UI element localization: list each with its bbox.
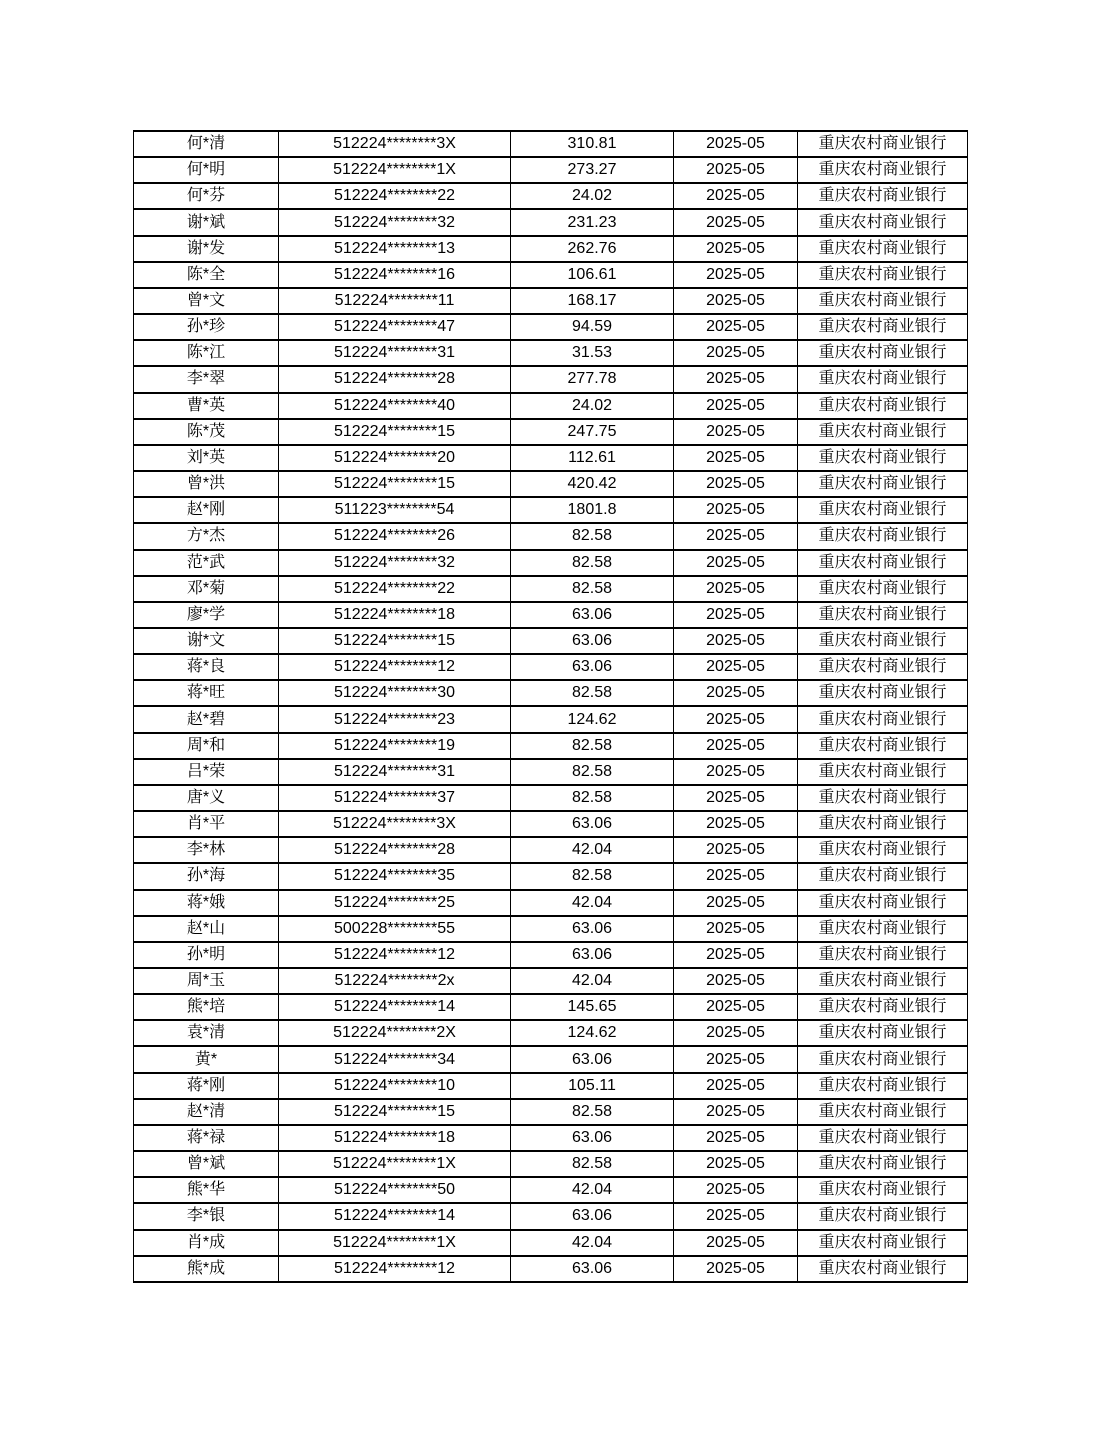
cell-month: 2025-05 xyxy=(674,393,798,419)
cell-masked-name: 廖*学 xyxy=(134,602,279,628)
cell-masked-name: 何*芬 xyxy=(134,183,279,209)
cell-amount: 24.02 xyxy=(511,393,674,419)
table-row xyxy=(134,916,968,942)
cell-masked-id-number: 512224********18 xyxy=(279,602,511,628)
table-row xyxy=(134,759,968,785)
table-row xyxy=(134,1230,968,1256)
table-row xyxy=(134,733,968,759)
cell-masked-name: 唐*义 xyxy=(134,785,279,811)
cell-amount: 42.04 xyxy=(511,1230,674,1256)
cell-bank-name: 重庆农村商业银行 xyxy=(798,785,968,811)
table-row xyxy=(134,236,968,262)
cell-amount: 124.62 xyxy=(511,706,674,732)
cell-month: 2025-05 xyxy=(674,131,798,157)
cell-masked-id-number: 512224********12 xyxy=(279,654,511,680)
cell-bank-name: 重庆农村商业银行 xyxy=(798,183,968,209)
cell-month: 2025-05 xyxy=(674,523,798,549)
cell-masked-name: 范*武 xyxy=(134,550,279,576)
cell-masked-name: 李*翠 xyxy=(134,366,279,392)
cell-masked-id-number: 512224********25 xyxy=(279,890,511,916)
cell-bank-name: 重庆农村商业银行 xyxy=(798,994,968,1020)
cell-month: 2025-05 xyxy=(674,1099,798,1125)
cell-bank-name: 重庆农村商业银行 xyxy=(798,1177,968,1203)
cell-month: 2025-05 xyxy=(674,1230,798,1256)
cell-masked-id-number: 511223********54 xyxy=(279,497,511,523)
cell-amount: 82.58 xyxy=(511,680,674,706)
cell-masked-id-number: 512224********31 xyxy=(279,759,511,785)
cell-bank-name: 重庆农村商业银行 xyxy=(798,759,968,785)
cell-masked-name: 蒋*良 xyxy=(134,654,279,680)
table-row xyxy=(134,262,968,288)
table-row xyxy=(134,1046,968,1072)
cell-month: 2025-05 xyxy=(674,1256,798,1282)
cell-bank-name: 重庆农村商业银行 xyxy=(798,262,968,288)
table-row xyxy=(134,288,968,314)
cell-bank-name: 重庆农村商业银行 xyxy=(798,393,968,419)
cell-bank-name: 重庆农村商业银行 xyxy=(798,1020,968,1046)
cell-masked-id-number: 512224********31 xyxy=(279,340,511,366)
cell-month: 2025-05 xyxy=(674,628,798,654)
cell-amount: 63.06 xyxy=(511,811,674,837)
table-row xyxy=(134,576,968,602)
cell-masked-name: 陈*江 xyxy=(134,340,279,366)
cell-masked-id-number: 512224********40 xyxy=(279,393,511,419)
cell-month: 2025-05 xyxy=(674,550,798,576)
cell-masked-id-number: 512224********26 xyxy=(279,523,511,549)
cell-amount: 82.58 xyxy=(511,733,674,759)
table-body xyxy=(134,131,968,1282)
cell-bank-name: 重庆农村商业银行 xyxy=(798,1046,968,1072)
cell-masked-name: 陈*茂 xyxy=(134,419,279,445)
cell-amount: 42.04 xyxy=(511,890,674,916)
cell-masked-id-number: 512224********35 xyxy=(279,863,511,889)
cell-month: 2025-05 xyxy=(674,916,798,942)
cell-masked-name: 方*杰 xyxy=(134,523,279,549)
cell-masked-name: 肖*成 xyxy=(134,1230,279,1256)
cell-bank-name: 重庆农村商业银行 xyxy=(798,1073,968,1099)
cell-bank-name: 重庆农村商业银行 xyxy=(798,157,968,183)
table-row xyxy=(134,1125,968,1151)
cell-amount: 24.02 xyxy=(511,183,674,209)
cell-month: 2025-05 xyxy=(674,785,798,811)
cell-amount: 82.58 xyxy=(511,576,674,602)
cell-masked-id-number: 512224********30 xyxy=(279,680,511,706)
table-row xyxy=(134,183,968,209)
cell-amount: 273.27 xyxy=(511,157,674,183)
cell-bank-name: 重庆农村商业银行 xyxy=(798,916,968,942)
cell-month: 2025-05 xyxy=(674,471,798,497)
cell-bank-name: 重庆农村商业银行 xyxy=(798,890,968,916)
cell-amount: 112.61 xyxy=(511,445,674,471)
table-row xyxy=(134,811,968,837)
cell-masked-name: 刘*英 xyxy=(134,445,279,471)
cell-bank-name: 重庆农村商业银行 xyxy=(798,288,968,314)
table-row xyxy=(134,550,968,576)
cell-masked-name: 蒋*刚 xyxy=(134,1073,279,1099)
table-row xyxy=(134,314,968,340)
table-row xyxy=(134,419,968,445)
cell-bank-name: 重庆农村商业银行 xyxy=(798,209,968,235)
cell-masked-name: 黄* xyxy=(134,1046,279,1072)
cell-amount: 63.06 xyxy=(511,1256,674,1282)
cell-month: 2025-05 xyxy=(674,968,798,994)
cell-amount: 310.81 xyxy=(511,131,674,157)
cell-month: 2025-05 xyxy=(674,157,798,183)
cell-bank-name: 重庆农村商业银行 xyxy=(798,863,968,889)
cell-masked-name: 周*和 xyxy=(134,733,279,759)
cell-month: 2025-05 xyxy=(674,863,798,889)
cell-masked-name: 赵*清 xyxy=(134,1099,279,1125)
table-row xyxy=(134,1203,968,1229)
cell-masked-id-number: 512224********3X xyxy=(279,811,511,837)
cell-bank-name: 重庆农村商业银行 xyxy=(798,366,968,392)
cell-masked-name: 赵*碧 xyxy=(134,706,279,732)
cell-masked-id-number: 512224********16 xyxy=(279,262,511,288)
cell-bank-name: 重庆农村商业银行 xyxy=(798,419,968,445)
cell-amount: 63.06 xyxy=(511,1203,674,1229)
cell-month: 2025-05 xyxy=(674,680,798,706)
cell-amount: 420.42 xyxy=(511,471,674,497)
cell-masked-id-number: 512224********13 xyxy=(279,236,511,262)
cell-month: 2025-05 xyxy=(674,706,798,732)
cell-bank-name: 重庆农村商业银行 xyxy=(798,1203,968,1229)
cell-masked-name: 袁*清 xyxy=(134,1020,279,1046)
cell-amount: 42.04 xyxy=(511,1177,674,1203)
cell-month: 2025-05 xyxy=(674,497,798,523)
cell-amount: 63.06 xyxy=(511,602,674,628)
cell-amount: 1801.8 xyxy=(511,497,674,523)
cell-month: 2025-05 xyxy=(674,209,798,235)
cell-amount: 82.58 xyxy=(511,550,674,576)
cell-masked-id-number: 512224********1X xyxy=(279,1151,511,1177)
cell-amount: 145.65 xyxy=(511,994,674,1020)
cell-month: 2025-05 xyxy=(674,262,798,288)
cell-month: 2025-05 xyxy=(674,1151,798,1177)
cell-bank-name: 重庆农村商业银行 xyxy=(798,576,968,602)
cell-bank-name: 重庆农村商业银行 xyxy=(798,602,968,628)
cell-bank-name: 重庆农村商业银行 xyxy=(798,523,968,549)
cell-bank-name: 重庆农村商业银行 xyxy=(798,968,968,994)
cell-amount: 82.58 xyxy=(511,1099,674,1125)
cell-month: 2025-05 xyxy=(674,419,798,445)
cell-masked-id-number: 512224********12 xyxy=(279,942,511,968)
cell-month: 2025-05 xyxy=(674,1046,798,1072)
cell-masked-name: 曾*斌 xyxy=(134,1151,279,1177)
cell-bank-name: 重庆农村商业银行 xyxy=(798,471,968,497)
cell-amount: 82.58 xyxy=(511,785,674,811)
cell-bank-name: 重庆农村商业银行 xyxy=(798,811,968,837)
table-row xyxy=(134,837,968,863)
table-row xyxy=(134,680,968,706)
cell-amount: 31.53 xyxy=(511,340,674,366)
cell-amount: 63.06 xyxy=(511,654,674,680)
cell-month: 2025-05 xyxy=(674,340,798,366)
cell-amount: 82.58 xyxy=(511,863,674,889)
table-row xyxy=(134,157,968,183)
cell-bank-name: 重庆农村商业银行 xyxy=(798,445,968,471)
table-row xyxy=(134,366,968,392)
table-row xyxy=(134,785,968,811)
table-row xyxy=(134,994,968,1020)
cell-masked-id-number: 512224********15 xyxy=(279,419,511,445)
cell-masked-id-number: 512224********32 xyxy=(279,209,511,235)
cell-amount: 106.61 xyxy=(511,262,674,288)
cell-amount: 63.06 xyxy=(511,628,674,654)
table-row xyxy=(134,1151,968,1177)
cell-masked-name: 邓*菊 xyxy=(134,576,279,602)
cell-masked-id-number: 512224********14 xyxy=(279,1203,511,1229)
cell-month: 2025-05 xyxy=(674,1125,798,1151)
cell-masked-name: 蒋*娥 xyxy=(134,890,279,916)
cell-masked-id-number: 512224********2X xyxy=(279,1020,511,1046)
cell-amount: 82.58 xyxy=(511,1151,674,1177)
cell-masked-id-number: 512224********22 xyxy=(279,183,511,209)
table-row xyxy=(134,863,968,889)
cell-masked-id-number: 512224********28 xyxy=(279,366,511,392)
cell-masked-id-number: 512224********2x xyxy=(279,968,511,994)
table-row xyxy=(134,968,968,994)
cell-masked-id-number: 512224********15 xyxy=(279,628,511,654)
table-row xyxy=(134,628,968,654)
cell-masked-name: 熊*成 xyxy=(134,1256,279,1282)
table-row xyxy=(134,209,968,235)
cell-month: 2025-05 xyxy=(674,811,798,837)
cell-bank-name: 重庆农村商业银行 xyxy=(798,942,968,968)
cell-masked-name: 何*清 xyxy=(134,131,279,157)
cell-masked-name: 曾*洪 xyxy=(134,471,279,497)
cell-amount: 105.11 xyxy=(511,1073,674,1099)
cell-masked-id-number: 512224********37 xyxy=(279,785,511,811)
cell-amount: 42.04 xyxy=(511,968,674,994)
cell-masked-id-number: 512224********28 xyxy=(279,837,511,863)
cell-bank-name: 重庆农村商业银行 xyxy=(798,628,968,654)
cell-month: 2025-05 xyxy=(674,236,798,262)
cell-masked-name: 孙*明 xyxy=(134,942,279,968)
cell-month: 2025-05 xyxy=(674,890,798,916)
cell-masked-name: 李*林 xyxy=(134,837,279,863)
table-row xyxy=(134,706,968,732)
cell-masked-id-number: 512224********10 xyxy=(279,1073,511,1099)
table-row xyxy=(134,445,968,471)
cell-amount: 168.17 xyxy=(511,288,674,314)
cell-month: 2025-05 xyxy=(674,759,798,785)
cell-bank-name: 重庆农村商业银行 xyxy=(798,1230,968,1256)
cell-masked-name: 谢*发 xyxy=(134,236,279,262)
cell-masked-id-number: 512224********23 xyxy=(279,706,511,732)
cell-masked-name: 熊*华 xyxy=(134,1177,279,1203)
cell-amount: 277.78 xyxy=(511,366,674,392)
cell-masked-name: 谢*文 xyxy=(134,628,279,654)
cell-masked-name: 何*明 xyxy=(134,157,279,183)
cell-amount: 247.75 xyxy=(511,419,674,445)
cell-masked-name: 曾*文 xyxy=(134,288,279,314)
cell-month: 2025-05 xyxy=(674,1203,798,1229)
cell-amount: 63.06 xyxy=(511,942,674,968)
cell-bank-name: 重庆农村商业银行 xyxy=(798,680,968,706)
cell-masked-name: 孙*珍 xyxy=(134,314,279,340)
cell-masked-name: 孙*海 xyxy=(134,863,279,889)
table-row xyxy=(134,393,968,419)
cell-masked-id-number: 512224********14 xyxy=(279,994,511,1020)
cell-amount: 231.23 xyxy=(511,209,674,235)
cell-masked-id-number: 512224********34 xyxy=(279,1046,511,1072)
cell-bank-name: 重庆农村商业银行 xyxy=(798,550,968,576)
cell-month: 2025-05 xyxy=(674,366,798,392)
cell-amount: 262.76 xyxy=(511,236,674,262)
table-row xyxy=(134,1073,968,1099)
cell-amount: 124.62 xyxy=(511,1020,674,1046)
cell-masked-name: 蒋*旺 xyxy=(134,680,279,706)
table-row xyxy=(134,523,968,549)
cell-month: 2025-05 xyxy=(674,1020,798,1046)
cell-bank-name: 重庆农村商业银行 xyxy=(798,837,968,863)
cell-masked-id-number: 512224********50 xyxy=(279,1177,511,1203)
cell-month: 2025-05 xyxy=(674,576,798,602)
cell-bank-name: 重庆农村商业银行 xyxy=(798,131,968,157)
cell-masked-id-number: 512224********11 xyxy=(279,288,511,314)
table-row xyxy=(134,1177,968,1203)
table-row xyxy=(134,602,968,628)
cell-masked-id-number: 512224********32 xyxy=(279,550,511,576)
subsidy-payment-table xyxy=(133,130,968,1283)
cell-bank-name: 重庆农村商业银行 xyxy=(798,340,968,366)
cell-masked-id-number: 512224********20 xyxy=(279,445,511,471)
cell-bank-name: 重庆农村商业银行 xyxy=(798,236,968,262)
cell-bank-name: 重庆农村商业银行 xyxy=(798,733,968,759)
cell-masked-name: 吕*荣 xyxy=(134,759,279,785)
cell-bank-name: 重庆农村商业银行 xyxy=(798,1099,968,1125)
cell-amount: 63.06 xyxy=(511,1046,674,1072)
table-row xyxy=(134,1099,968,1125)
table-row xyxy=(134,1256,968,1282)
cell-bank-name: 重庆农村商业银行 xyxy=(798,1256,968,1282)
cell-month: 2025-05 xyxy=(674,445,798,471)
cell-month: 2025-05 xyxy=(674,288,798,314)
cell-bank-name: 重庆农村商业银行 xyxy=(798,1151,968,1177)
table-row xyxy=(134,497,968,523)
cell-bank-name: 重庆农村商业银行 xyxy=(798,314,968,340)
cell-bank-name: 重庆农村商业银行 xyxy=(798,497,968,523)
cell-bank-name: 重庆农村商业银行 xyxy=(798,1125,968,1151)
cell-bank-name: 重庆农村商业银行 xyxy=(798,706,968,732)
cell-masked-name: 熊*培 xyxy=(134,994,279,1020)
cell-masked-id-number: 512224********19 xyxy=(279,733,511,759)
cell-masked-id-number: 512224********12 xyxy=(279,1256,511,1282)
cell-amount: 42.04 xyxy=(511,837,674,863)
cell-masked-id-number: 512224********22 xyxy=(279,576,511,602)
cell-amount: 94.59 xyxy=(511,314,674,340)
table-row xyxy=(134,131,968,157)
table-row xyxy=(134,340,968,366)
cell-masked-name: 赵*刚 xyxy=(134,497,279,523)
cell-amount: 63.06 xyxy=(511,916,674,942)
cell-month: 2025-05 xyxy=(674,314,798,340)
cell-month: 2025-05 xyxy=(674,942,798,968)
cell-month: 2025-05 xyxy=(674,183,798,209)
cell-bank-name: 重庆农村商业银行 xyxy=(798,654,968,680)
cell-masked-name: 周*玉 xyxy=(134,968,279,994)
cell-masked-id-number: 512224********18 xyxy=(279,1125,511,1151)
cell-masked-id-number: 512224********15 xyxy=(279,1099,511,1125)
cell-masked-id-number: 512224********1X xyxy=(279,1230,511,1256)
cell-masked-id-number: 500228********55 xyxy=(279,916,511,942)
table-row xyxy=(134,654,968,680)
cell-month: 2025-05 xyxy=(674,602,798,628)
cell-masked-name: 谢*斌 xyxy=(134,209,279,235)
cell-month: 2025-05 xyxy=(674,994,798,1020)
table-row xyxy=(134,890,968,916)
cell-masked-id-number: 512224********1X xyxy=(279,157,511,183)
cell-month: 2025-05 xyxy=(674,1177,798,1203)
cell-masked-name: 赵*山 xyxy=(134,916,279,942)
cell-masked-id-number: 512224********15 xyxy=(279,471,511,497)
cell-masked-name: 李*银 xyxy=(134,1203,279,1229)
cell-amount: 82.58 xyxy=(511,759,674,785)
cell-masked-id-number: 512224********47 xyxy=(279,314,511,340)
table-row xyxy=(134,471,968,497)
cell-month: 2025-05 xyxy=(674,1073,798,1099)
cell-masked-name: 陈*全 xyxy=(134,262,279,288)
cell-masked-id-number: 512224********3X xyxy=(279,131,511,157)
table-row xyxy=(134,942,968,968)
cell-masked-name: 曹*英 xyxy=(134,393,279,419)
cell-amount: 63.06 xyxy=(511,1125,674,1151)
cell-month: 2025-05 xyxy=(674,654,798,680)
table-row xyxy=(134,1020,968,1046)
cell-masked-name: 肖*平 xyxy=(134,811,279,837)
cell-amount: 82.58 xyxy=(511,523,674,549)
cell-month: 2025-05 xyxy=(674,837,798,863)
cell-masked-name: 蒋*禄 xyxy=(134,1125,279,1151)
cell-month: 2025-05 xyxy=(674,733,798,759)
